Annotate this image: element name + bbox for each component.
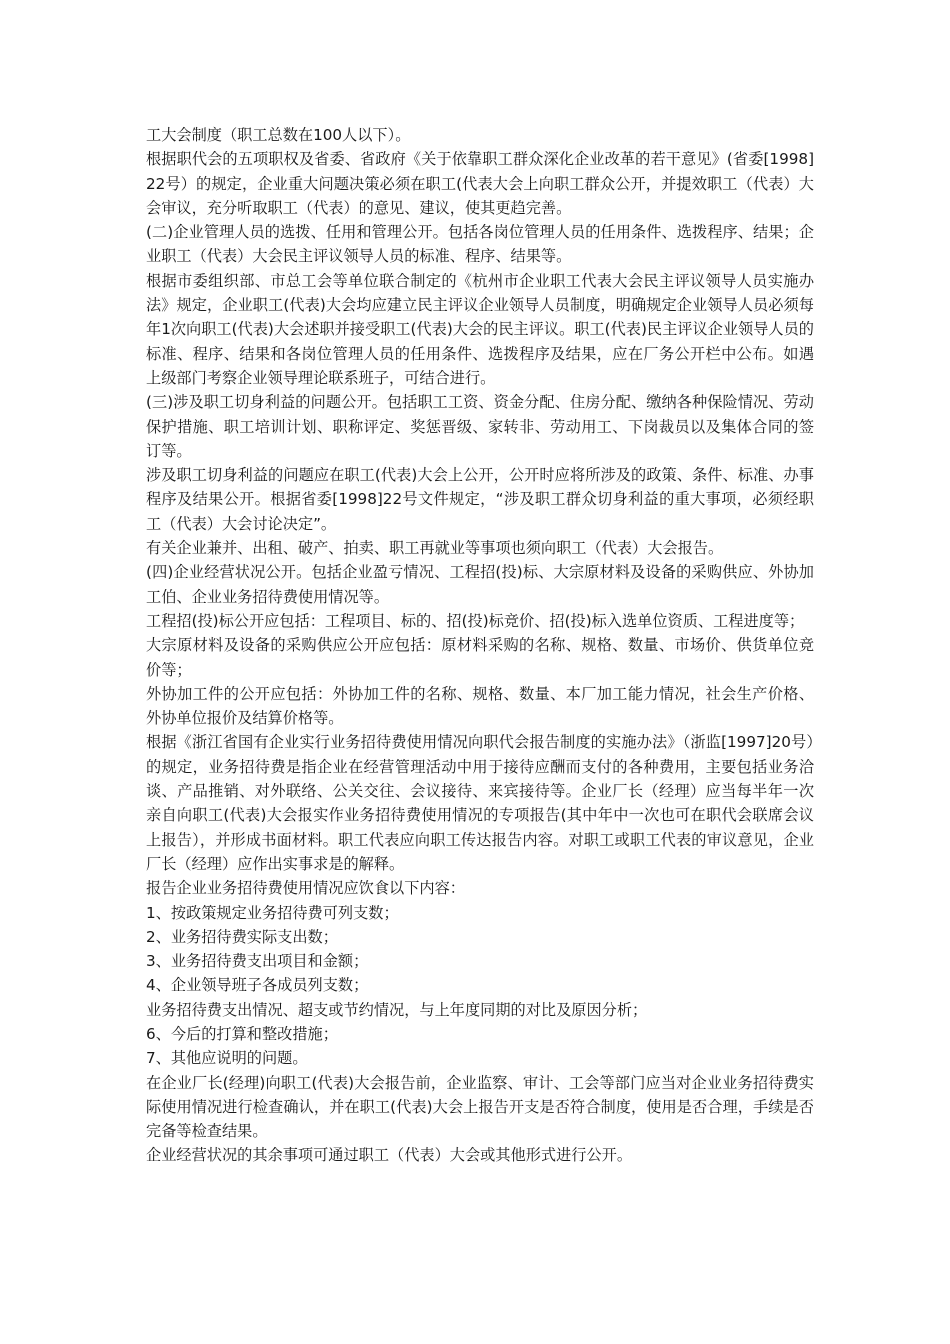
list-item: 业务招待费支出情况、超支或节约情况，与上年度同期的对比及原因分析；: [146, 1000, 648, 1019]
paragraph: 有关企业兼并、出租、破产、拍卖、职工再就业等事项也须向职工（代表）大会报告。: [146, 539, 724, 558]
list-item: 2、业务招待费实际支出数；: [146, 927, 338, 946]
paragraph: 根据《浙江省国有企业实行业务招待费使用情况向职代会报告制度的实施办法》（浙监[1997]20号）的规定，业务招待费是指企业在经营管理活动中用于接待应酬而支付的各种费用，主要包括业务洽谈、产品推销、对外联络、公关交往、会议接待、来宾接待等。企业厂长（经理）应当每半年一次亲自向职工(代表)大会报实作业务招待费使用情况的专项报告(其中年中一次也可在职代会联席会议上报告），并形成书面材料。职工代表应向职工传达报告内容。对职工或职工代表的审议意见，企业厂长（经理）应作出实事求是的解释。: [146, 733, 814, 873]
paragraph: (二)企业管理人员的选拨、任用和管理公开。包括各岗位管理人员的任用条件、选拨程序、结果；企业职工（代表）大会民主评议领导人员的标准、程序、结果等。: [146, 223, 814, 266]
paragraph: 报告企业业务招待费使用情况应饮食以下内容：: [146, 879, 465, 898]
document-body: [146, 123, 814, 1168]
list-item: 4、企业领导班子各成员列支数；: [146, 976, 369, 995]
paragraph: (三)涉及职工切身利益的问题公开。包括职工工资、资金分配、住房分配、缴纳各种保险情况、劳动保护措施、职工培训计划、职称评定、奖惩晋级、家转非、劳动用工、下岗裁员以及集体合同的签订等。: [146, 393, 814, 460]
paragraph: 在企业厂长(经理)向职工(代表)大会报告前，企业监察、审计、工会等部门应当对企业业务招待费实际使用情况进行检查确认，并在职工(代表)大会上报告开支是否符合制度，使用是否合理，手续是否完备等检查结果。: [146, 1073, 814, 1141]
paragraph: 工程招(投)标公开应包括：工程项目、标的、招(投)标竞价、招(投)标入选单位资质、工程进度等；: [146, 611, 805, 630]
paragraph: 大宗原材料及设备的采购供应公开应包括：原材料采购的名称、规格、数量、市场价、供货单位竞价等；: [146, 636, 814, 679]
paragraph: 根据职代会的五项职权及省委、省政府《关于依靠职工群众深化企业改革的若干意见》(省委[1998]22号）的规定，企业重大问题决策必须在职工(代表大会上向职工群众公开，并提效职工（代表）大会审议，充分听取职工（代表）的意见、建议，使其更趋完善。: [146, 150, 814, 217]
paragraph: 涉及职工切身利益的问题应在职工(代表)大会上公开，公开时应将所涉及的政策、条件、标准、办事程序及结果公开。根据省委[1998]22号文件规定，“涉及职工群众切身利益的重大事项，必须经职工（代表）大会讨论决定”。: [146, 466, 814, 533]
paragraph: 根据市委组织部、市总工会等单位联合制定的《杭州市企业职工代表大会民主评议领导人员实施办法》规定，企业职工(代表)大会均应建立民主评议企业领导人员制度，明确规定企业领导人员必须每年1次向职工(代表)大会述职并接受职工(代表)大会的民主评议。职工(代表)民主评议企业领导人员的标准、程序、结果和各岗位管理人员的任用条件、选拨程序及结果，应在厂务公开栏中公布。如遇上级部门考察企业领导理论联系班子，可结合进行。: [146, 271, 814, 387]
paragraph: 外协加工件的公开应包括：外协加工件的名称、规格、数量、本厂加工能力情况，社会生产价格、外协单位报价及结算价格等。: [146, 684, 814, 728]
paragraph: 工大会制度（职工总数在100人以下）。: [146, 126, 411, 144]
paragraph: 企业经营状况的其余事项可通过职工（代表）大会或其他形式进行公开。: [146, 1146, 632, 1165]
list-item: 6、今后的打算和整改措施；: [146, 1024, 338, 1043]
list-item: 1、按政策规定业务招待费可列支数；: [146, 903, 399, 922]
list-item: 7、其他应说明的问题。: [146, 1049, 308, 1068]
list-item: 3、业务招待费支出项目和金额；: [146, 952, 369, 971]
paragraph: (四)企业经营状况公开。包括企业盈亏情况、工程招(投)标、大宗原材料及设备的采购供应、外协加工伯、企业业务招待费使用情况等。: [146, 563, 814, 606]
